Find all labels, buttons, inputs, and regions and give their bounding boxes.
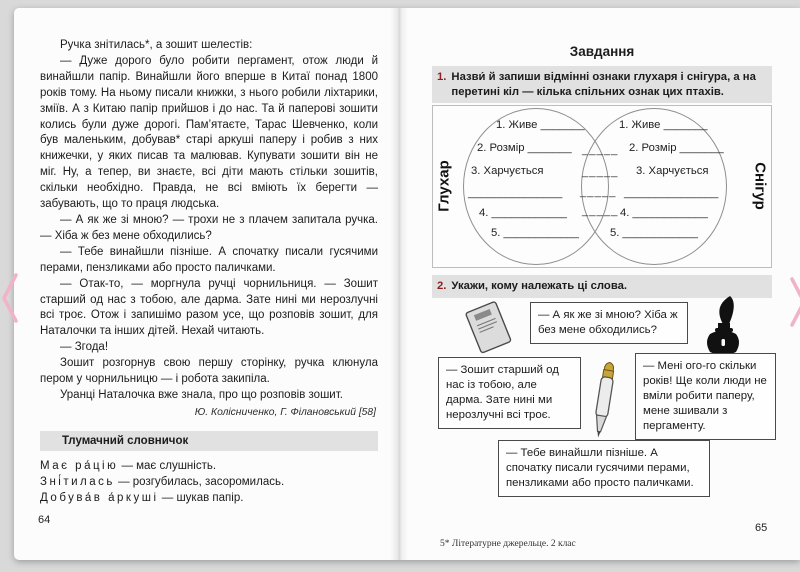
edition-footnote: 5* Літературне джерельце. 2 клас <box>440 539 576 549</box>
venn-left-item: 2. Розмір _______ <box>477 142 572 154</box>
page-number-right: 65 <box>755 522 768 534</box>
venn-shared-line: _____ <box>582 144 619 156</box>
venn-left-item: 3. Харчується <box>471 165 544 177</box>
venn-right-item: 4. ____________ <box>620 207 708 219</box>
quote-box-left: — Зошит старший од нас із тобою, але дарма. Зате нині ми нерозлучні всі троє. <box>438 357 581 429</box>
dictionary-entry <box>40 490 378 506</box>
story-paragraph: — Отак-то, — моргнула ручці чорнильниця. — Зошит старший од нас з тобою, але дарма. Зате нині ми нерозлучні всі троє. Отож і запишімо разом усе, що розповів зошит, для Наталочки та інших дітей. Нехай читають. <box>40 277 378 338</box>
book-spread <box>14 8 800 560</box>
dictionary-definition: — розгубилась, засоромилась. <box>118 475 285 488</box>
task2-number: 2. <box>437 280 447 292</box>
dictionary-term: Добува́в а́ркуші <box>40 491 159 504</box>
story-paragraph: Уранці Наталочка вже знала, про що розповів зошит. <box>60 388 343 401</box>
dictionary-title: Тлумачний словничок <box>40 431 378 451</box>
venn-label-left: Глухар <box>435 160 453 212</box>
dictionary-definition: — має слушність. <box>121 459 217 472</box>
task2-text: Укажи, кому належать ці слова. <box>451 280 628 292</box>
dictionary-term: Має ра́цію <box>40 459 119 472</box>
venn-shared-line: _____ <box>582 205 619 217</box>
venn-right-item: 2. Розмір _______ <box>629 142 724 154</box>
story-paragraph: — А як же зі мною? — трохи не з плачем запитала ручка. — Хіба ж без мене обходились? <box>40 213 378 242</box>
story-paragraph: — Тебе винайшли пізніше. А спочатку писали гусячими перами, пензликами або просто паличками. <box>40 245 378 274</box>
dictionary-term: Зні́тилась <box>40 475 115 488</box>
venn-left-item: 1. Живе _______ <box>496 119 585 131</box>
venn-shared-line: _____ <box>580 186 617 198</box>
story-paragraph: — Згода! <box>60 341 109 354</box>
task1-header <box>432 66 772 103</box>
page-number-left: 64 <box>38 514 51 526</box>
venn-diagram <box>432 105 772 268</box>
task1-number: 1. <box>437 71 447 83</box>
dictionary-entry <box>40 458 378 474</box>
story-paragraph: Зошит розгорнув свою першу сторінку, ручка клюнула пером у чорнильницю — і робота закипіла. <box>40 357 378 386</box>
quote-box-top: — А як же зі мною? Хіба ж без мене обходились? <box>530 302 688 344</box>
notebook-icon <box>461 298 515 365</box>
dictionary-definition: — шукав папір. <box>161 491 244 504</box>
dictionary-entries <box>40 458 378 506</box>
next-page-button[interactable] <box>789 276 800 333</box>
quote-box-right: — Мені ого-го скільки років! Ще коли люди не вміли робити паперу, мене зшивали з пергаменту. <box>635 353 776 440</box>
story-text <box>40 38 378 506</box>
venn-label-right: Снігур <box>751 162 769 210</box>
task1-text: Назви́ й запиши відмінні ознаки глухаря і снігура, а на перетині кіл — кілька спільних ознак цих птахів. <box>451 71 756 98</box>
prev-page-button[interactable] <box>1 272 19 329</box>
page-gutter-shadow <box>390 8 408 560</box>
venn-left-item: _______________ <box>468 187 563 199</box>
venn-right-item: _______________ <box>624 187 719 199</box>
venn-left-item: 5. ____________ <box>491 227 579 239</box>
page-left <box>14 8 397 560</box>
venn-right-item: 1. Живе _______ <box>619 119 708 131</box>
venn-left-item: 4. ____________ <box>479 207 567 219</box>
dictionary-entry <box>40 474 378 490</box>
story-paragraph: Ручка знітилась*, а зошит шелестів: <box>60 39 253 51</box>
quote-box-bottom: — Тебе винайшли пізніше. А спочатку писали гусячими перами, пензликами або просто паличками. <box>498 440 710 497</box>
venn-right-item: 5. ____________ <box>610 227 698 239</box>
venn-right-item: 3. Харчується <box>636 165 709 177</box>
page-right <box>397 8 800 560</box>
tasks-heading: Завдання <box>569 44 635 59</box>
venn-shared-line: _____ <box>582 166 619 178</box>
story-paragraph: — Дуже дорого було робити пергамент, отож люди й винайшли папір. Винайшли його вперше в Китаї понад 1800 років тому. На ньому писали книжки, з нього робили ліхтарики, зміїв. А з Китаю папір прийшов і до нас. Та й паперові зошити колись були дуже дорогі. Пам’ятаєте, Тарас Шевченко, коли був маленьким, добував* старі аркуші паперу і робив з них книжечки, у яких писав та малював. Купувати зошити він не міг. Ну, а тепер, ви знаєте, всі діти мають стільки зошитів, скільки необхідно. Правда, не всі вміють їх берегти — забувають, що то праця людська. <box>40 54 378 211</box>
pen-icon <box>585 358 623 447</box>
story-attribution: Ю. Колісниченко, Г. Філановський [58] <box>194 406 376 418</box>
